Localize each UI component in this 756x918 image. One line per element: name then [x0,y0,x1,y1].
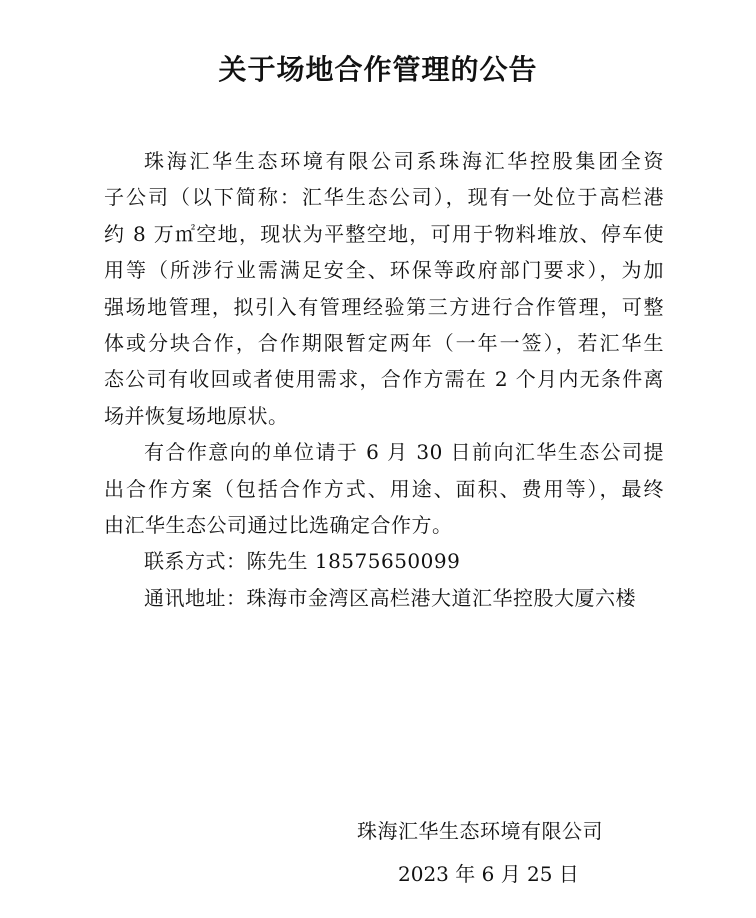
paragraph-line: 子公司（以下简称：汇华生态公司），现有一处位于高栏港 [104,185,664,210]
paragraph-line: 珠海汇华生态环境有限公司系珠海汇华控股集团全资 [144,149,664,173]
contact-phone-line: 联系方式：陈先生 18575650099 [144,549,461,574]
paragraph-line: 体或分块合作，合作期限暂定两年（一年一签），若汇华生 [104,331,664,356]
paragraph-line: 用等（所涉行业需满足安全、环保等政府部门要求），为加 [104,258,664,283]
document-body [104,143,664,616]
document-title: 关于场地合作管理的公告 [218,53,538,86]
paragraph-line: 由汇华生态公司通过比选确定合作方。 [104,513,453,538]
paragraph-submission-instructions [104,434,664,543]
paragraph-line: 有合作意向的单位请于 6 月 30 日前向汇华生态公司提 [144,440,664,465]
signature-company: 珠海汇华生态环境有限公司 [357,819,603,843]
paragraph-line: 态公司有收回或者使用需求，合作方需在 2 个月内无条件离 [104,367,664,392]
paragraph-line: 约 8 万㎡空地，现状为平整空地，可用于物料堆放、停车使 [104,221,664,246]
paragraph-line: 出合作方案（包括合作方式、用途、面积、费用等），最终 [104,476,664,501]
paragraph-site-description [104,143,664,434]
paragraph-line: 场并恢复场地原状。 [104,403,289,428]
signature-date: 2023 年 6 月 25 日 [398,862,579,886]
contact-address-line: 通讯地址：珠海市金湾区高栏港大道汇华控股大厦六楼 [144,585,636,610]
paragraph-line: 强场地管理，拟引入有管理经验第三方进行合作管理，可整 [104,294,664,319]
